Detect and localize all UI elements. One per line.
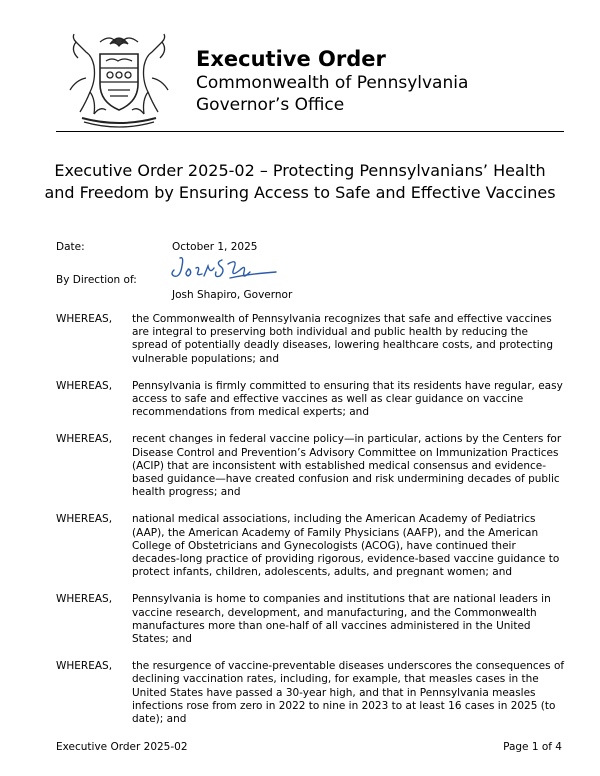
clause-text: Pennsylvania is home to companies and institutions that are national leaders in vaccine research, development, and manufacturing, and the Commonwealth manufactures more than one-half of all vaccines administered in the United States; and [132, 593, 551, 646]
clause-label: WHEREAS, [56, 433, 113, 446]
document-header [60, 28, 560, 128]
header-divider [56, 131, 564, 132]
date-value: October 1, 2025 [172, 241, 258, 253]
clause-text: Pennsylvania is firmly committed to ensuring that its residents have regular, easy access to safe and effective vaccines as well as clear guidance on vaccine recommendations from medical experts; and [132, 379, 563, 419]
clause-text: national medical associations, including the American Academy of Pediatrics (AAP), the American Academy of Family Physicians (AAFP), and the American College of Obstetricians and Gynecologists (ACOG), have continued their decades-long practice of providing rigorous, evidence-based vaccine guidance to protect infants, children, adolescents, adults, and pregnant women; and [132, 513, 560, 579]
whereas-clauses [56, 313, 566, 740]
pennsylvania-seal-icon [60, 28, 178, 128]
signer-name: Josh Shapiro, Governor [172, 289, 293, 301]
clause [56, 593, 566, 646]
header-commonwealth: Commonwealth of Pennsylvania [196, 73, 469, 93]
clause [56, 513, 566, 579]
header-title-block [196, 46, 468, 116]
clause-text: recent changes in federal vaccine policy—in particular, actions by the Centers for Disease Control and Prevention’s Advisory Committee on Immunization Practices (ACIP) that are inconsistent with established medical consensus and evidence-based guidance—have created confusion and risk undermining decades of public health progress; and [132, 433, 562, 499]
clause [56, 433, 566, 499]
clause [56, 380, 566, 420]
clause-label: WHEREAS, [56, 513, 113, 526]
clause-label: WHEREAS, [56, 593, 113, 606]
clause-label: WHEREAS, [56, 379, 113, 392]
clause [56, 313, 566, 366]
signature-icon [168, 252, 280, 290]
clause-text: the resurgence of vaccine-preventable diseases underscores the consequences of declining vaccination rates, including, for example, that measles cases in the United States have passed a 30-year high, and that in Pennsylvania measles infections rose from zero in 2022 to nine in 2023 to at least 16 cases in 2025 (to date); and [132, 660, 565, 726]
clause-label: WHEREAS, [56, 660, 113, 673]
clause [56, 660, 566, 726]
order-title: Executive Order 2025-02 – Protecting Pennsylvanians’ Health and Freedom by Ensuring Access to Safe and Effective Vaccines [44, 161, 556, 202]
date-label: Date: [56, 241, 85, 253]
direction-label: By Direction of: [56, 274, 137, 286]
footer-page-number: Page 1 of 4 [503, 741, 562, 753]
clause-label: WHEREAS, [56, 313, 113, 325]
header-title: Executive Order [196, 47, 386, 71]
header-office: Governor’s Office [196, 95, 345, 115]
footer-order-number: Executive Order 2025-02 [56, 741, 188, 753]
clause-text: the Commonwealth of Pennsylvania recognizes that safe and effective vaccines are integral to preserving both individual and public health by reducing the spread of potentially deadly diseases, lowering healthcare costs, and protecting vulnerable populations; and [132, 313, 553, 365]
